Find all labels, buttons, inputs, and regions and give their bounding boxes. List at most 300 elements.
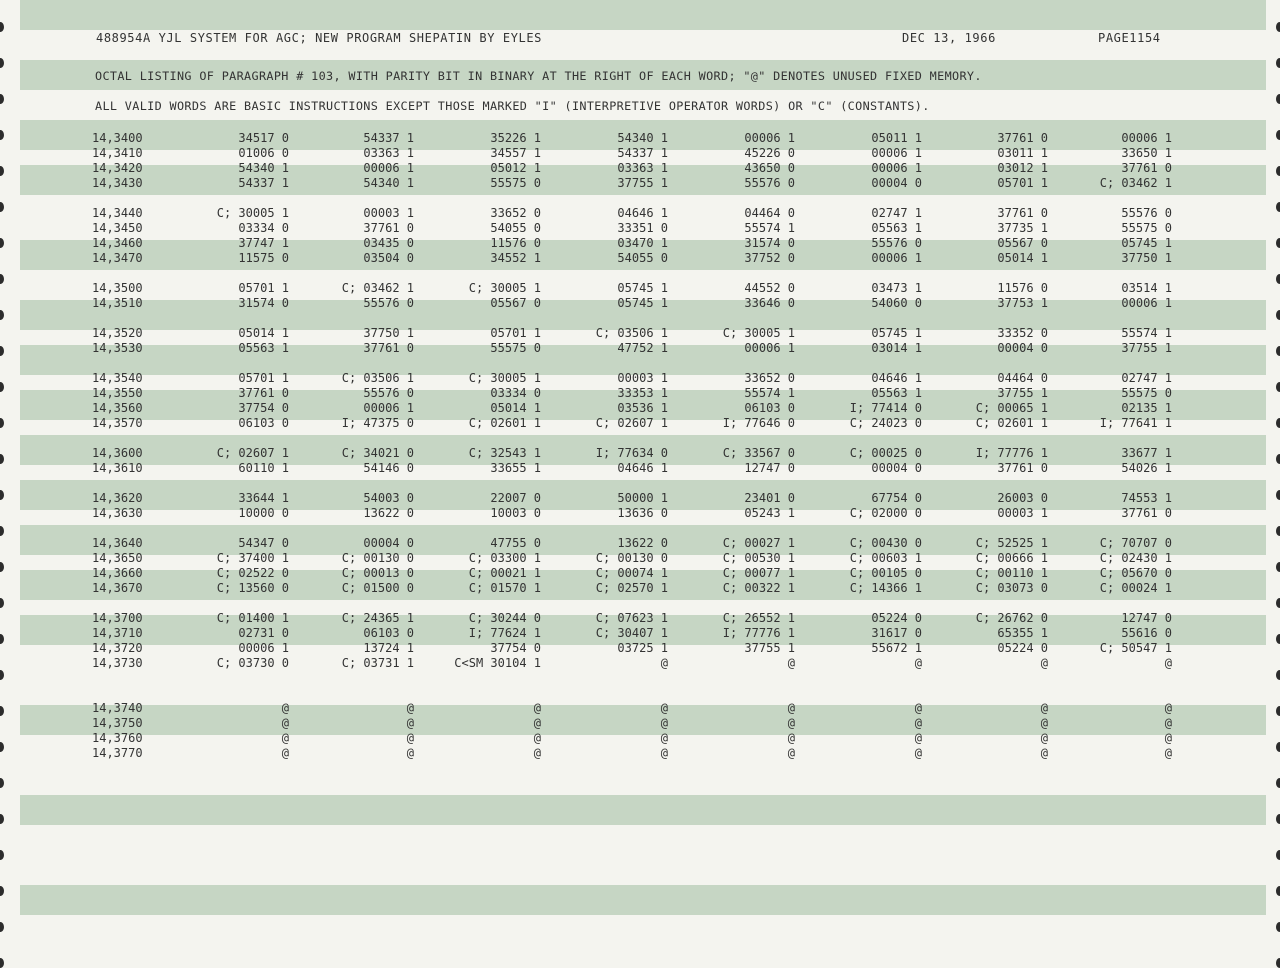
octal-word: C; 00065 1 [975,401,1048,415]
octal-word: @ [787,731,795,745]
octal-word: 03014 1 [871,341,922,355]
row-address: 14,3430 [92,176,143,190]
octal-word: 05243 1 [744,506,795,520]
octal-word: 54340 1 [617,131,668,145]
octal-word: @ [1040,701,1048,715]
octal-word: 33644 1 [238,491,289,505]
octal-word: @ [914,701,922,715]
octal-word: 04646 1 [617,461,668,475]
octal-word: 04464 0 [744,206,795,220]
tractor-feed-hole [1276,202,1280,212]
row-address: 14,3700 [92,611,143,625]
octal-word: @ [1164,731,1172,745]
row-address: 14,3660 [92,566,143,580]
octal-word: 23401 0 [744,491,795,505]
octal-word: C; 01500 0 [341,581,414,595]
octal-word: 05745 1 [871,326,922,340]
octal-word: 37761 0 [997,131,1048,145]
octal-word: @ [914,731,922,745]
tractor-feed-hole [0,274,4,284]
octal-word: C; 02607 1 [216,446,289,460]
octal-word: C; 70707 0 [1099,536,1172,550]
row-address: 14,3610 [92,461,143,475]
tractor-feed-hole [0,886,4,896]
octal-word: 55576 0 [744,176,795,190]
tractor-feed-hole [1276,634,1280,644]
octal-word: I; 77776 1 [722,626,795,640]
row-address: 14,3620 [92,491,143,505]
description-line-2: ALL VALID WORDS ARE BASIC INSTRUCTIONS EXCEPT THOSE MARKED "I" (INTERPRETIVE OPERATOR WORDS) OR "C" (CONSTANTS). [95,99,930,113]
tractor-feed-hole [0,58,4,68]
octal-word: 34557 1 [490,146,541,160]
octal-word: 31617 0 [871,626,922,640]
row-address: 14,3630 [92,506,143,520]
octal-word: 54337 1 [238,176,289,190]
octal-word: @ [1040,746,1048,760]
octal-word: C; 30005 1 [468,281,541,295]
octal-word: 03514 1 [1121,281,1172,295]
octal-word: 37761 0 [1121,161,1172,175]
octal-word: 10000 0 [238,506,289,520]
octal-word: 03725 1 [617,641,668,655]
tractor-feed-hole [1276,850,1280,860]
octal-word: C; 00130 0 [341,551,414,565]
octal-word: C; 00074 1 [595,566,668,580]
octal-word: 03504 0 [363,251,414,265]
tractor-feed-hole [0,634,4,644]
tractor-feed-hole [1276,706,1280,716]
octal-word: C; 00025 0 [849,446,922,460]
octal-word: 54340 1 [363,176,414,190]
octal-word: 05745 1 [617,296,668,310]
octal-word: @ [1040,731,1048,745]
octal-word: 00003 1 [363,206,414,220]
tractor-feed-hole [1276,418,1280,428]
octal-word: 47755 0 [490,536,541,550]
row-address: 14,3600 [92,446,143,460]
tractor-feed-left [0,0,20,959]
octal-word: 55574 1 [744,386,795,400]
octal-word: C; 02601 1 [975,416,1048,430]
tractor-feed-hole [0,130,4,140]
octal-word: 11575 0 [238,251,289,265]
row-address: 14,3450 [92,221,143,235]
octal-word: 00003 1 [997,506,1048,520]
tractor-feed-hole [0,562,4,572]
tractor-feed-hole [0,490,4,500]
row-address: 14,3470 [92,251,143,265]
tractor-feed-hole [1276,382,1280,392]
row-address: 14,3540 [92,371,143,385]
octal-word: C; 30244 0 [468,611,541,625]
octal-word: 06103 0 [363,626,414,640]
tractor-feed-hole [1276,454,1280,464]
octal-word: @ [281,701,289,715]
octal-word: C; 30005 1 [468,371,541,385]
tractor-feed-hole [0,850,4,860]
tractor-feed-hole [1276,562,1280,572]
octal-word: C; 02570 1 [595,581,668,595]
octal-word: 54055 0 [490,221,541,235]
octal-word: 37761 0 [238,386,289,400]
tractor-feed-hole [1276,310,1280,320]
tractor-feed-hole [1276,58,1280,68]
octal-word: 74553 1 [1121,491,1172,505]
tractor-feed-hole [1276,958,1280,968]
octal-word: C; 00530 1 [722,551,795,565]
octal-word: 03536 1 [617,401,668,415]
octal-word: 54337 1 [617,146,668,160]
octal-word: C<SM 30104 1 [454,656,541,670]
octal-word: C; 00322 1 [722,581,795,595]
octal-word: 00006 1 [871,251,922,265]
row-address: 14,3400 [92,131,143,145]
octal-word: 03363 1 [363,146,414,160]
octal-word: 55575 0 [490,176,541,190]
octal-word: 00006 1 [1121,296,1172,310]
octal-word: C; 30005 1 [722,326,795,340]
octal-word: 54340 1 [238,161,289,175]
octal-word: C; 00603 1 [849,551,922,565]
row-address: 14,3530 [92,341,143,355]
octal-word: I; 77776 1 [975,446,1048,460]
octal-word: I; 77634 0 [595,446,668,460]
row-address: 14,3710 [92,626,143,640]
octal-word: 67754 0 [871,491,922,505]
tractor-feed-hole [0,94,4,104]
row-address: 14,3500 [92,281,143,295]
octal-word: C; 02430 1 [1099,551,1172,565]
octal-word: 55576 0 [871,236,922,250]
octal-word: 55576 0 [1121,206,1172,220]
octal-word: C; 03462 1 [341,281,414,295]
octal-word: 11576 0 [997,281,1048,295]
row-address: 14,3420 [92,161,143,175]
octal-word: C; 00430 0 [849,536,922,550]
octal-word: @ [787,716,795,730]
octal-word: C; 00024 1 [1099,581,1172,595]
octal-word: 37761 0 [997,461,1048,475]
octal-word: @ [281,746,289,760]
octal-word: 54347 0 [238,536,289,550]
octal-word: 05567 0 [490,296,541,310]
row-address: 14,3770 [92,746,143,760]
tractor-feed-hole [1276,922,1280,932]
octal-word: 37754 0 [490,641,541,655]
octal-word: C; 00077 1 [722,566,795,580]
octal-word: C; 02607 1 [595,416,668,430]
octal-word: 00006 1 [871,146,922,160]
tractor-feed-hole [1276,778,1280,788]
octal-word: C; 03506 1 [595,326,668,340]
octal-word: 03334 0 [490,386,541,400]
octal-word: C; 03073 0 [975,581,1048,595]
tractor-feed-hole [0,814,4,824]
row-address: 14,3750 [92,716,143,730]
octal-word: @ [660,701,668,715]
octal-word: C; 33567 0 [722,446,795,460]
octal-word: @ [533,716,541,730]
octal-word: 37755 1 [744,641,795,655]
octal-word: 00006 1 [363,401,414,415]
octal-word: 65355 1 [997,626,1048,640]
row-address: 14,3760 [92,731,143,745]
tractor-feed-hole [0,346,4,356]
octal-word: 37735 1 [997,221,1048,235]
octal-word: C; 24023 0 [849,416,922,430]
octal-word: 37754 0 [238,401,289,415]
octal-word: 02747 1 [1121,371,1172,385]
octal-word: 54337 1 [363,131,414,145]
octal-word: C; 30407 1 [595,626,668,640]
greenbar-stripe [20,795,1280,825]
octal-word: C; 34021 0 [341,446,414,460]
octal-word: @ [660,731,668,745]
octal-word: C; 00105 0 [849,566,922,580]
tractor-feed-hole [1276,814,1280,824]
octal-word: @ [406,716,414,730]
octal-word: 00003 1 [617,371,668,385]
tractor-feed-hole [1276,742,1280,752]
octal-word: 01006 0 [238,146,289,160]
octal-word: 60110 1 [238,461,289,475]
octal-word: 37761 0 [997,206,1048,220]
octal-word: 03435 0 [363,236,414,250]
octal-word: 37750 1 [1121,251,1172,265]
row-address: 14,3650 [92,551,143,565]
octal-word: C; 07623 1 [595,611,668,625]
octal-word: 37755 1 [617,176,668,190]
octal-word: C; 30005 1 [216,206,289,220]
octal-word: @ [533,701,541,715]
octal-word: 43650 0 [744,161,795,175]
octal-word: C; 00013 0 [341,566,414,580]
octal-word: 05701 1 [997,176,1048,190]
tractor-feed-hole [0,778,4,788]
octal-word: @ [406,701,414,715]
octal-word: 37755 1 [1121,341,1172,355]
octal-word: 34552 1 [490,251,541,265]
octal-word: 54003 0 [363,491,414,505]
octal-word: 00004 0 [871,176,922,190]
octal-word: 37753 1 [997,296,1048,310]
octal-word: 55575 0 [490,341,541,355]
tractor-feed-hole [0,742,4,752]
octal-word: C; 03731 1 [341,656,414,670]
octal-word: @ [533,746,541,760]
octal-word: 55576 0 [363,296,414,310]
octal-word: 47752 1 [617,341,668,355]
greenbar-stripe [20,0,1280,30]
octal-word: C; 14366 1 [849,581,922,595]
octal-word: @ [1040,716,1048,730]
octal-word: C; 02522 0 [216,566,289,580]
tractor-feed-hole [0,706,4,716]
octal-word: 03334 0 [238,221,289,235]
octal-word: 02731 0 [238,626,289,640]
octal-word: C; 03506 1 [341,371,414,385]
octal-word: 00004 0 [997,341,1048,355]
octal-word: 04646 1 [871,371,922,385]
tractor-feed-hole [1276,670,1280,680]
tractor-feed-hole [1276,130,1280,140]
octal-word: 00004 0 [871,461,922,475]
octal-word: 03363 1 [617,161,668,175]
tractor-feed-hole [1276,886,1280,896]
octal-word: I; 77414 0 [849,401,922,415]
octal-word: C; 00666 1 [975,551,1048,565]
octal-word: 54146 0 [363,461,414,475]
octal-word: 50000 1 [617,491,668,505]
tractor-feed-hole [0,202,4,212]
octal-word: 05701 1 [490,326,541,340]
octal-word: 11576 0 [490,236,541,250]
octal-word: 13622 0 [617,536,668,550]
tractor-feed-hole [1276,526,1280,536]
octal-word: 05224 0 [871,611,922,625]
octal-word: 44552 0 [744,281,795,295]
octal-word: 12747 0 [744,461,795,475]
octal-word: 02135 1 [1121,401,1172,415]
row-address: 14,3460 [92,236,143,250]
tractor-feed-hole [0,418,4,428]
octal-word: 37761 0 [1121,506,1172,520]
tractor-feed-hole [1276,166,1280,176]
tractor-feed-hole [0,382,4,392]
octal-word: C; 37400 1 [216,551,289,565]
octal-word: 00006 1 [1121,131,1172,145]
row-address: 14,3720 [92,641,143,655]
octal-word: 37747 1 [238,236,289,250]
tractor-feed-hole [0,670,4,680]
octal-word: 33351 0 [617,221,668,235]
octal-word: 37755 1 [997,386,1048,400]
octal-word: 05014 1 [490,401,541,415]
octal-word: 05563 1 [871,386,922,400]
octal-word: @ [533,731,541,745]
octal-word: C; 32543 1 [468,446,541,460]
tractor-feed-hole [0,22,4,32]
octal-word: 37750 1 [363,326,414,340]
row-address: 14,3410 [92,146,143,160]
octal-word: @ [281,731,289,745]
octal-word: 55574 1 [1121,326,1172,340]
octal-word: 06103 0 [238,416,289,430]
octal-word: 04464 0 [997,371,1048,385]
tractor-feed-hole [1276,274,1280,284]
octal-word: C; 02000 0 [849,506,922,520]
octal-word: 00006 1 [238,641,289,655]
octal-word: 05745 1 [617,281,668,295]
octal-word: 00004 0 [363,536,414,550]
octal-word: 33652 0 [744,371,795,385]
octal-word: 55616 0 [1121,626,1172,640]
row-address: 14,3740 [92,701,143,715]
octal-word: C; 01400 1 [216,611,289,625]
octal-word: 33352 0 [997,326,1048,340]
tractor-feed-hole [0,922,4,932]
octal-word: 55574 1 [744,221,795,235]
octal-word: 05014 1 [238,326,289,340]
octal-word: 37761 0 [363,221,414,235]
octal-word: @ [660,716,668,730]
tractor-feed-hole [1276,598,1280,608]
octal-word: 55575 0 [1121,221,1172,235]
octal-word: 31574 0 [744,236,795,250]
octal-word: I; 47375 0 [341,416,414,430]
octal-word: @ [281,716,289,730]
octal-word: 37761 0 [363,341,414,355]
octal-word: I; 77624 1 [468,626,541,640]
octal-word: 03470 1 [617,236,668,250]
octal-word: C; 13560 0 [216,581,289,595]
octal-word: 31574 0 [238,296,289,310]
tractor-feed-hole [0,454,4,464]
octal-word: @ [787,656,795,670]
octal-word: 05224 0 [997,641,1048,655]
octal-word: 05563 1 [238,341,289,355]
octal-word: @ [1164,746,1172,760]
octal-word: C; 02601 1 [468,416,541,430]
octal-word: C; 00021 1 [468,566,541,580]
octal-word: 13636 0 [617,506,668,520]
header-page-number: PAGE1154 [1098,31,1161,45]
octal-word: @ [660,656,668,670]
octal-word: C; 00027 1 [722,536,795,550]
octal-word: 54060 0 [871,296,922,310]
tractor-feed-right [1266,0,1280,959]
octal-word: @ [1164,716,1172,730]
octal-word: 04646 1 [617,206,668,220]
octal-word: C; 03300 1 [468,551,541,565]
octal-word: C; 00110 1 [975,566,1048,580]
octal-word: 00006 1 [744,341,795,355]
octal-word: C; 01570 1 [468,581,541,595]
octal-word: 03011 1 [997,146,1048,160]
octal-word: 26003 0 [997,491,1048,505]
octal-word: @ [1164,701,1172,715]
octal-word: 37752 0 [744,251,795,265]
octal-word: C; 03730 0 [216,656,289,670]
octal-word: I; 77641 1 [1099,416,1172,430]
octal-word: C; 26552 1 [722,611,795,625]
header-date: DEC 13, 1966 [902,31,996,45]
row-address: 14,3510 [92,296,143,310]
tractor-feed-hole [1276,490,1280,500]
octal-word: C; 26762 0 [975,611,1048,625]
octal-word: 10003 0 [490,506,541,520]
octal-word: @ [406,731,414,745]
octal-word: 05745 1 [1121,236,1172,250]
octal-word: 45226 0 [744,146,795,160]
header-title: 488954A YJL SYSTEM FOR AGC; NEW PROGRAM SHEPATIN BY EYLES [96,31,543,45]
octal-word: 33353 1 [617,386,668,400]
octal-word: 55575 0 [1121,386,1172,400]
row-address: 14,3570 [92,416,143,430]
octal-word: I; 77646 0 [722,416,795,430]
tractor-feed-hole [0,958,4,968]
octal-word: @ [406,746,414,760]
row-address: 14,3670 [92,581,143,595]
octal-word: 02747 1 [871,206,922,220]
octal-word: 33650 1 [1121,146,1172,160]
octal-word: 05012 1 [490,161,541,175]
row-address: 14,3640 [92,536,143,550]
tractor-feed-hole [0,238,4,248]
octal-word: 54026 1 [1121,461,1172,475]
octal-word: 22007 0 [490,491,541,505]
octal-word: 33655 1 [490,461,541,475]
